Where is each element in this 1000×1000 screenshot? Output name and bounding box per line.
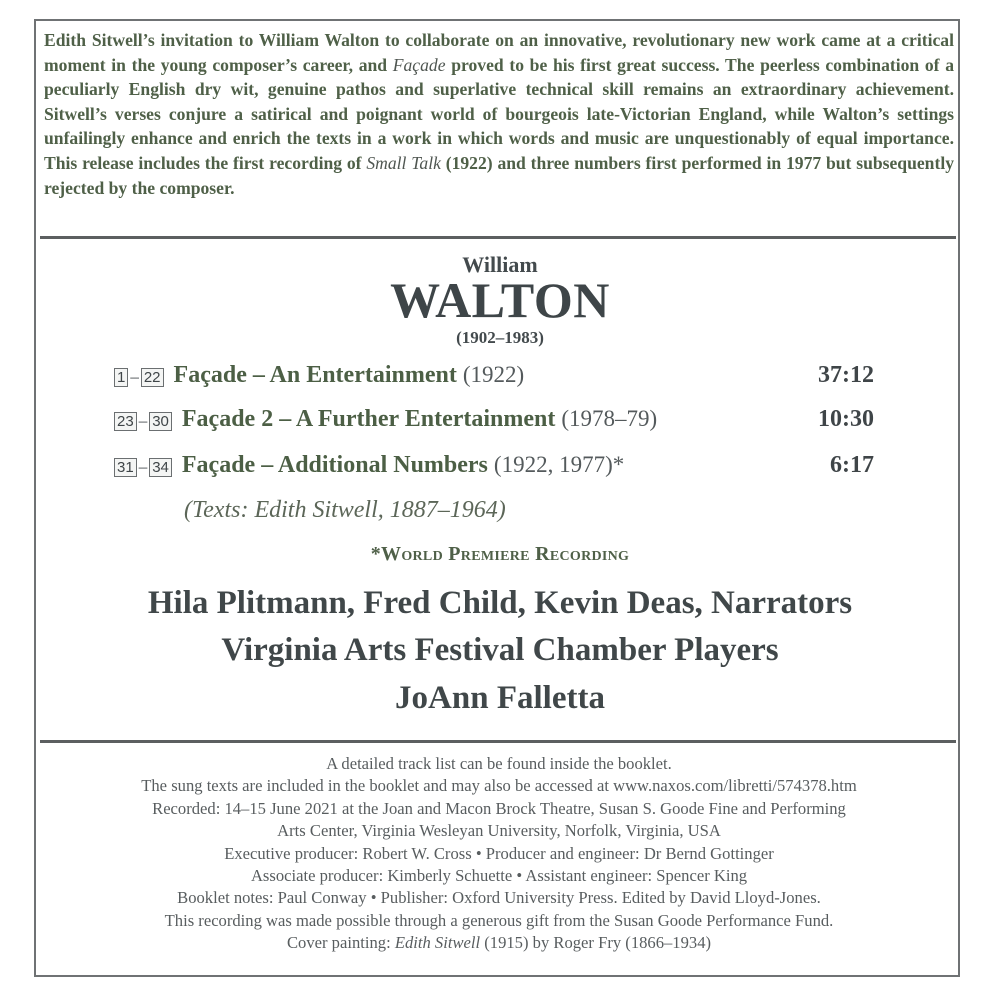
composer-last-name: WALTON xyxy=(390,272,610,328)
track-title: Façade – Additional Numbers xyxy=(181,452,488,478)
divider-top xyxy=(40,236,956,239)
recording-credits xyxy=(44,753,954,955)
track-year: (1922, 1977)* xyxy=(493,452,625,477)
track-year: (1978–79) xyxy=(561,406,658,431)
track-year: (1922) xyxy=(462,362,525,387)
credit-line: Booklet notes: Paul Conway • Publisher: Oxford University Press. Edited by David Lloyd-Jones. xyxy=(177,888,821,908)
track-duration: 37:12 xyxy=(818,362,874,388)
blurb-line: of equal importance. This release includes the first recording of xyxy=(44,128,954,173)
performer-ensemble: Virginia Arts Festival Chamber Players xyxy=(221,632,779,668)
blurb-italic-title: Façade xyxy=(392,54,446,75)
blurb-line: superlative technical skill remains an extraordinary achievement. Sitwell’s verses conjure a xyxy=(44,79,954,124)
track-row xyxy=(114,452,874,482)
credit-line-cover xyxy=(44,932,954,954)
cover-suffix: (1915) by Roger Fry (1866–1934) xyxy=(480,933,712,953)
range-dash: – xyxy=(130,367,139,386)
composer-first-name: William xyxy=(462,252,538,277)
cover-prefix: Cover painting: xyxy=(286,933,395,953)
track-title: Façade 2 – A Further Entertainment xyxy=(181,406,556,432)
range-dash: – xyxy=(138,457,148,476)
blurb-line: first great success. The peerless combination of a peculiarly English dry wit, genuine pathos and xyxy=(44,54,954,100)
track-number-end: 30 xyxy=(149,412,172,431)
cover-title: Edith Sitwell xyxy=(394,933,481,953)
performer-conductor: JoAnn Falletta xyxy=(395,680,605,716)
blurb-line: work came at a critical moment in the young composer’s career, and xyxy=(44,30,954,75)
blurb-line: (1922) and three xyxy=(440,152,570,173)
range-dash: – xyxy=(138,411,148,430)
blurb-line: numbers first performed in 1977 but subsequently rejected by the composer. xyxy=(44,152,955,198)
divider-bottom xyxy=(40,740,956,743)
track-number-end: 22 xyxy=(141,368,164,387)
track-number-end: 34 xyxy=(149,458,172,477)
track-number-start: 31 xyxy=(114,458,137,477)
blurb-line: unfailingly enhance and enrich the texts in a work in which words and music are unquestionably xyxy=(44,128,791,149)
texts-credit: (Texts: Edith Sitwell, 1887–1964) xyxy=(184,497,506,523)
description-blurb xyxy=(44,28,954,200)
track-row xyxy=(114,406,874,436)
track-number-start: 1 xyxy=(114,368,128,387)
blurb-italic-title: Small Talk xyxy=(366,152,441,173)
performer-narrators: Hila Plitmann, Fred Child, Kevin Deas, Narrators xyxy=(147,585,853,621)
credit-line: Associate producer: Kimberly Schuette • Assistant engineer: Spencer King xyxy=(250,866,748,886)
track-row xyxy=(114,362,874,392)
credit-line-libretti: The sung texts are included in the booklet and may also be accessed at www.naxos.com/libretti/574378.htm xyxy=(141,776,857,796)
credit-line: Arts Center, Virginia Wesleyan University, Norfolk, Virginia, USA xyxy=(277,821,721,841)
track-title: Façade – An Entertainment xyxy=(173,362,457,388)
track-duration: 6:17 xyxy=(830,452,874,478)
blurb-line: satirical and poignant world of bourgeois late-Victorian England, while Walton’s settings xyxy=(251,103,954,124)
track-number-start: 23 xyxy=(114,412,137,431)
blurb-line: proved to be his xyxy=(445,54,575,75)
credit-line: A detailed track list can be found inside the booklet. xyxy=(326,754,672,773)
credit-line: This recording was made possible through a generous gift from the Susan Goode Performance Fund. xyxy=(164,910,834,930)
credit-line: Executive producer: Robert W. Cross • Producer and engineer: Dr Bernd Gottinger xyxy=(224,843,774,863)
credit-line: Recorded: 14–15 June 2021 at the Joan and Macon Brock Theatre, Susan S. Goode Fine and Performing xyxy=(152,798,846,818)
world-premiere-note: *World Premiere Recording xyxy=(370,543,630,565)
composer-dates: (1902–1983) xyxy=(456,328,544,347)
blurb-line: Edith Sitwell’s invitation to William Walton to collaborate on an innovative, revolutionary new xyxy=(44,30,771,50)
track-duration: 10:30 xyxy=(818,406,874,432)
